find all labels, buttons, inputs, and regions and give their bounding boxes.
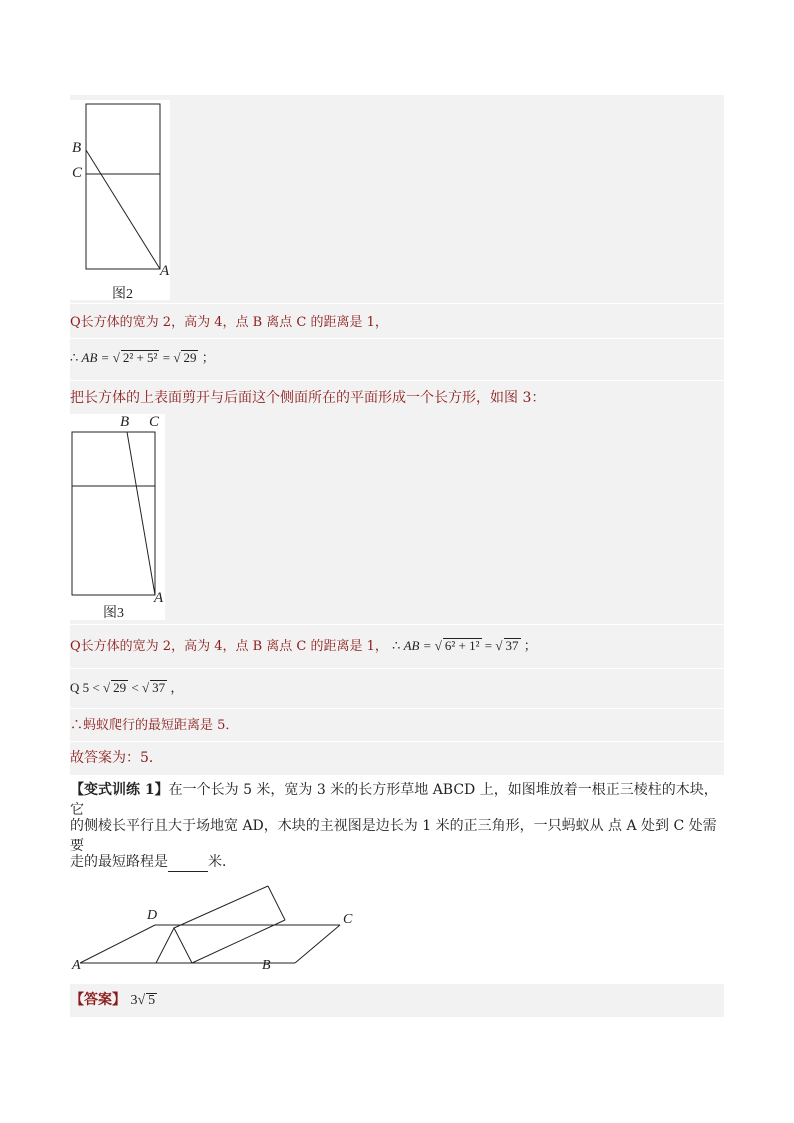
variant-line-3 — [70, 852, 730, 872]
line-5-less-than: < — [131, 680, 139, 695]
therefore-symbol: ∴ — [70, 350, 79, 365]
divider — [70, 741, 724, 742]
figure-2-drawing — [70, 100, 170, 300]
line-4-lhs: AB = — [403, 638, 432, 653]
answer-line: 【答案】 3√ 5 — [70, 992, 156, 1008]
answer-blank — [168, 857, 208, 872]
therefore-symbol: ∴ — [392, 638, 401, 653]
line-2: ∴ AB = √ 2² + 5² = √ 29 ； — [70, 350, 215, 365]
figure-4-label-d: D — [147, 908, 158, 923]
line-1-text: 长方体的宽为 2，高为 4，点 B 离点 C 的距离是 1， — [80, 315, 388, 330]
figure-3-caption: 图3 — [103, 606, 124, 621]
line-5-radicand-2: 37 — [152, 680, 166, 695]
divider — [70, 338, 724, 339]
line-5-end: ， — [170, 680, 184, 695]
figure-3 — [70, 414, 165, 620]
figure-3-label-b: B — [120, 414, 130, 430]
divider — [70, 303, 724, 304]
variant-tag: 【变式训练 1】 — [70, 782, 169, 798]
line-1 — [70, 313, 724, 333]
figure-4-drawing — [70, 880, 360, 980]
line-2-radicand: 2² + 5² — [122, 350, 158, 365]
line-6-text: 蚂蚁爬行的最短距离是 5． — [83, 718, 239, 733]
line-4-end: ； — [523, 638, 537, 653]
figure-3-label-a: A — [154, 590, 164, 606]
figure-2 — [70, 100, 170, 300]
figure-4 — [70, 880, 360, 980]
figure-2-label-b: B — [72, 140, 82, 156]
variant-line-2: 的侧棱长平行且大于场地宽 AD，木块的主视图是边长为 1 米的正三角形，一只蚂蚁从 点 A 处到 C 处需要 — [70, 818, 717, 854]
divider — [70, 624, 724, 625]
line-2-end: ； — [201, 350, 215, 365]
line-5: Q 5 < √ 29 < √ 37 ， — [70, 680, 184, 695]
divider — [70, 668, 724, 669]
figure-2-label-a: A — [160, 263, 170, 279]
line-6 — [70, 716, 724, 736]
line-4-radicand: 6² + 1² — [444, 638, 480, 653]
divider — [70, 380, 724, 381]
figure-4-label-a: A — [72, 958, 81, 973]
therefore-symbol: Q — [70, 639, 81, 654]
line-2-lhs: AB = — [81, 350, 110, 365]
line-5-radicand-1: 29 — [113, 680, 127, 695]
line-4-equals: = — [484, 638, 493, 653]
line-2-result: 29 — [183, 350, 197, 365]
figure-4-label-c: C — [343, 912, 353, 927]
variant-line-1 — [70, 780, 730, 820]
answer-radicand: 5 — [148, 993, 156, 1008]
divider — [70, 708, 724, 709]
variant-line-3-text: 走的最短路程是 — [70, 854, 168, 870]
variant-line-3-unit: 米． — [208, 854, 236, 870]
figure-3-drawing — [70, 414, 165, 620]
answer-tag: 【答案】 — [70, 992, 126, 1008]
figure-3-label-c: C — [149, 414, 160, 430]
line-5-text: Q 5 < — [70, 680, 100, 695]
answer-coefficient: 3 — [130, 993, 138, 1008]
variant-line-1-text: 在一个长为 5 米，宽为 3 米的长方形草地 ABCD 上，如图堆放着一根正三棱柱的木块，它 — [70, 782, 718, 818]
figure-2-label-c: C — [72, 165, 83, 181]
therefore-symbol: ∴ — [70, 718, 84, 733]
therefore-symbol: Q — [70, 315, 81, 330]
line-7: 故答案为：5． — [70, 750, 163, 766]
figure-4-label-b: B — [262, 958, 271, 973]
line-4-text: 长方体的宽为 2，高为 4，点 B 离点 C 的距离是 1， — [80, 639, 388, 654]
line-4-result: 37 — [505, 638, 519, 653]
line-3: 把长方体的上表面剪开与后面这个侧面所在的平面形成一个长方形，如图 3： — [70, 390, 546, 406]
line-2-equals: = — [162, 350, 171, 365]
figure-2-caption: 图2 — [112, 287, 133, 302]
line-4: Q长方体的宽为 2，高为 4，点 B 离点 C 的距离是 1， ∴ AB = √ 6² + 1² = √ 37 ； — [70, 638, 537, 654]
